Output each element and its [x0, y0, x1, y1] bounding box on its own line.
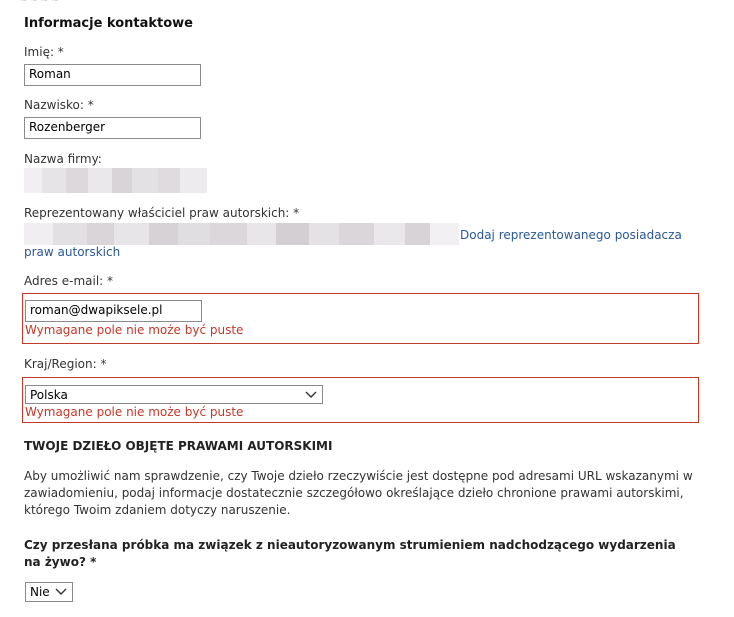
live-event-answer-value: Nie — [30, 585, 50, 599]
email-label: Adres e-mail: * — [24, 274, 114, 288]
country-error-message: Wymagane pole nie może być puste — [25, 405, 244, 419]
last-name-label: Nazwisko: * — [24, 98, 94, 112]
cut-off-text: ~ ~ ~ ~ — [20, 0, 59, 6]
copyright-owner-redacted-field[interactable] — [24, 223, 459, 245]
company-label: Nazwa firmy: — [24, 152, 102, 166]
country-select-value: Polska — [30, 388, 68, 402]
country-select[interactable] — [25, 385, 323, 404]
add-copyright-owner-link-continued[interactable]: praw autorskich — [24, 245, 121, 259]
first-name-input[interactable]: Roman — [24, 64, 201, 86]
copyright-owner-label: Reprezentowany właściciel praw autorskich: * — [24, 206, 300, 220]
copyright-work-description: Aby umożliwić nam sprawdzenie, czy Twoje dzieło rzeczywiście jest dostępne pod adresami URL wskazanymi w zawiadomieniu, podaj informacje dostatecznie szczegółowo określające dzieło chronione prawami autorskimi, którego Twoim zdaniem dotyczy naruszenie. — [24, 469, 693, 517]
last-name-input[interactable]: Rozenberger — [24, 117, 201, 139]
company-redacted-field[interactable] — [24, 168, 207, 193]
copyright-work-heading: TWOJE DZIEŁO OBJĘTE PRAWAMI AUTORSKIMI — [24, 439, 333, 453]
live-event-answer-select[interactable] — [25, 582, 73, 602]
chevron-down-icon — [304, 388, 318, 402]
email-error-message: Wymagane pole nie może być puste — [25, 323, 244, 337]
first-name-label: Imię: * — [24, 45, 64, 59]
live-event-question: Czy przesłana próbka ma związek z nieautoryzowanym strumieniem nadchodzącego wydarzenia na żywo? * — [24, 538, 676, 569]
email-input[interactable]: roman@dwapiksele.pl — [25, 300, 202, 322]
section-title: Informacje kontaktowe — [24, 16, 193, 31]
country-label: Kraj/Region: * — [24, 357, 107, 371]
add-copyright-owner-link[interactable]: Dodaj reprezentowanego posiadacza — [460, 228, 682, 242]
chevron-down-icon — [54, 585, 68, 599]
